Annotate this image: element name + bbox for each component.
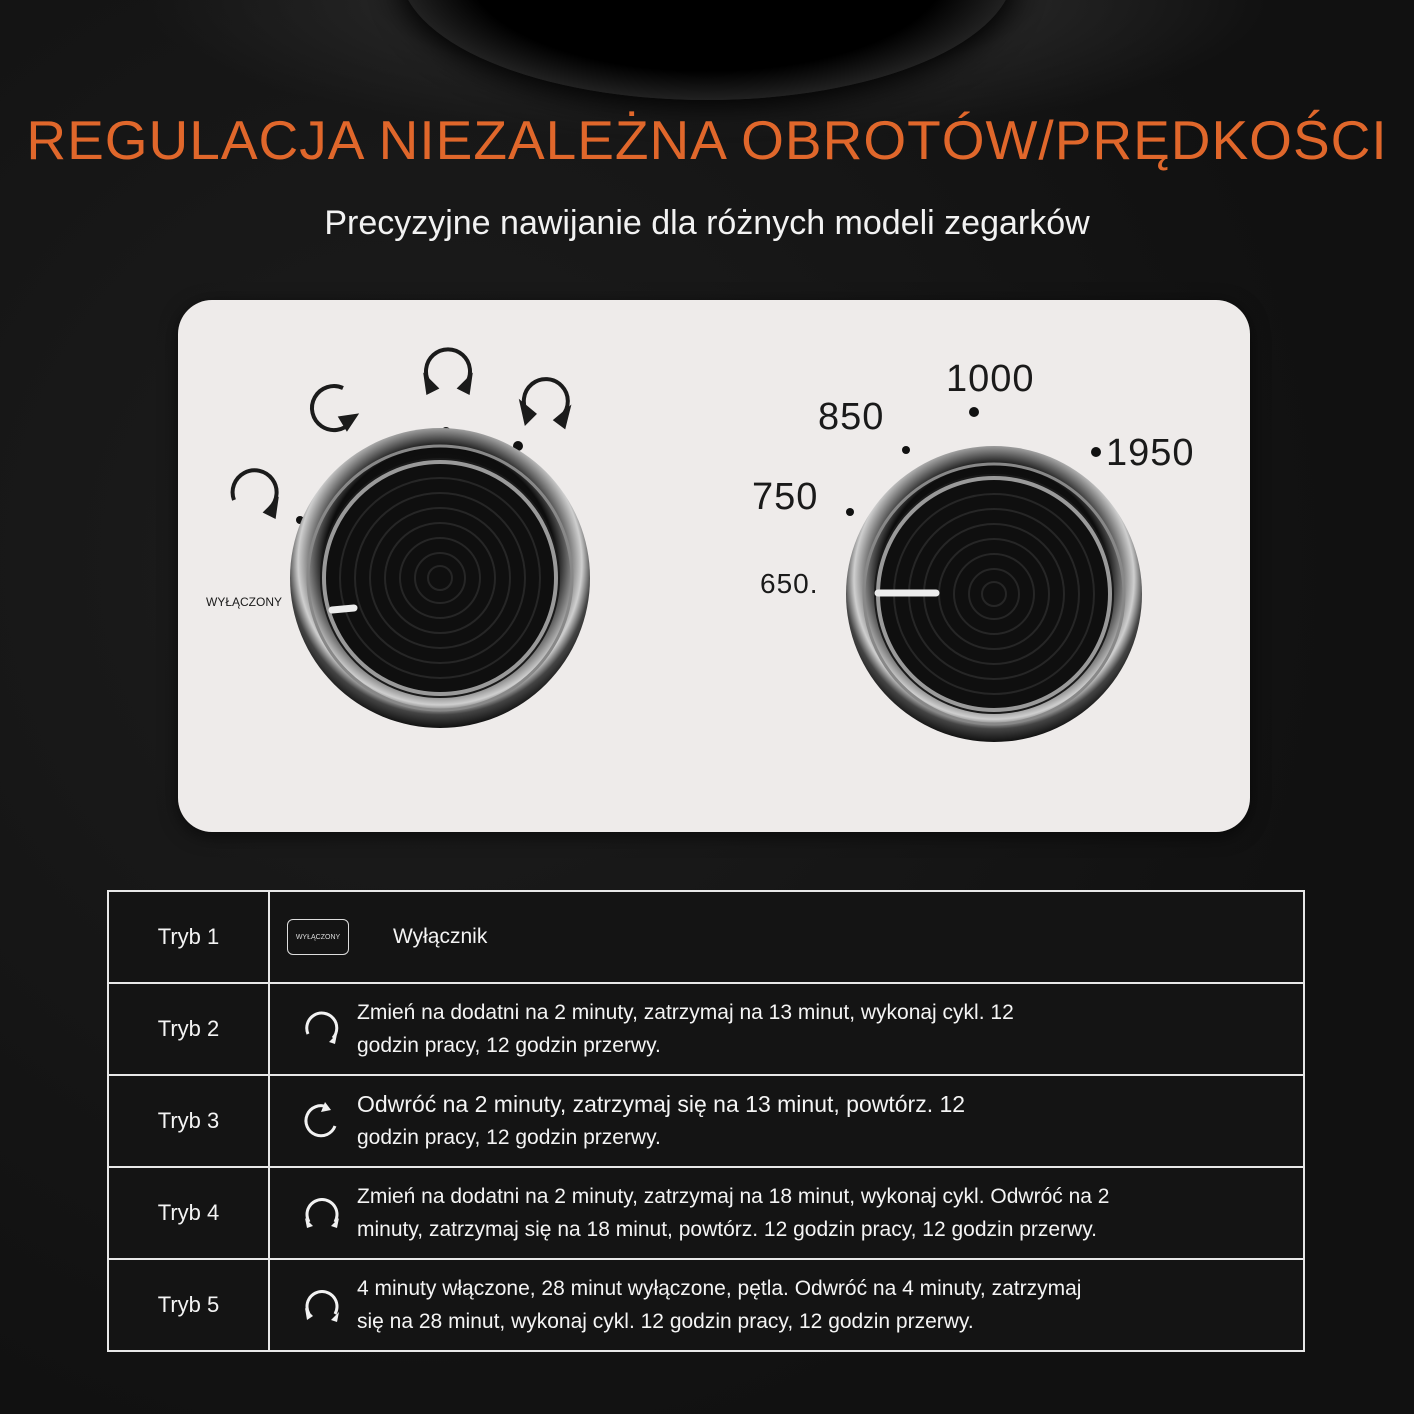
mode-text-line-1: 4 minuty włączone, 28 minut wyłączone, pętla. Odwróć na 4 minuty, zatrzymaj [357,1277,1082,1300]
table-row [108,1075,1304,1167]
mode-selector-knob [290,428,590,728]
mode-text-line-1: Zmień na dodatni na 2 minuty, zatrzymaj na 13 minut, wykonaj cykl. 12 [357,1001,1014,1024]
mode-description [269,1167,1304,1259]
mode-name: Tryb 2 [108,983,269,1075]
mode-description [269,983,1304,1075]
mode-text-line-2: minuty, zatrzymaj się na 18 minut, powtórz. 12 godzin pracy, 12 godzin przerwy. [357,1218,1097,1241]
table-row [108,983,1304,1075]
table-row [108,1259,1304,1351]
table-row [108,891,1304,983]
mode-5-arrow-icon [522,379,568,426]
mode-4-arrow-icon [426,349,470,392]
rotate-both-directions-long-icon [299,1282,345,1328]
rotate-clockwise-icon [299,1006,345,1052]
mode-name: Tryb 4 [108,1167,269,1259]
winder-rotor-top [400,0,1014,100]
table-row [108,1167,1304,1259]
mode-text-line-1: Odwróć na 2 minuty, zatrzymaj się na 13 minut, powtórz. 12 [357,1091,966,1117]
mode-description [269,891,1304,983]
speed-label-1950: 1950 [1106,432,1195,474]
mode-text-line-2: się na 28 minut, wykonaj cykl. 12 godzin pracy, 12 godzin przerwy. [357,1310,974,1333]
mode-name: Tryb 5 [108,1259,269,1351]
rotate-both-directions-icon [299,1190,345,1236]
rotate-counterclockwise-icon [299,1098,345,1144]
mode-description [269,1259,1304,1351]
mode-text-line-2: godzin pracy, 12 godzin przerwy. [357,1034,661,1057]
mode-name: Tryb 1 [108,891,269,983]
mode-text-line-1: Zmień na dodatni na 2 minuty, zatrzymaj na 18 minut, wykonaj cykl. Odwróć na 2 [357,1185,1110,1208]
speed-label-650: 650. [760,568,819,599]
mode-name: Tryb 3 [108,1075,269,1167]
mode-text: Wyłącznik [393,925,488,948]
mode-description [269,1075,1304,1167]
control-panel [178,300,1250,832]
mode-3-arrow-icon [312,386,355,430]
subtitle: Precyzyjne nawijanie dla różnych modeli zegarków [324,204,1090,242]
speed-label-750: 750 [752,476,819,518]
speed-selector-knob [846,446,1142,742]
control-panel-graphics [178,300,1250,832]
off-label: WYŁĄCZONY [206,595,283,609]
modes-table [107,890,1305,1352]
speed-label-850: 850 [818,396,885,438]
mode-text-line-2: godzin pracy, 12 godzin przerwy. [357,1126,661,1149]
speed-label-1000: 1000 [946,358,1035,400]
mode-2-arrow-icon [233,470,277,516]
headline: REGULACJA NIEZALEŻNA OBROTÓW/PRĘDKOŚCI [26,109,1388,171]
off-badge-icon: WYŁĄCZONY [287,919,349,955]
